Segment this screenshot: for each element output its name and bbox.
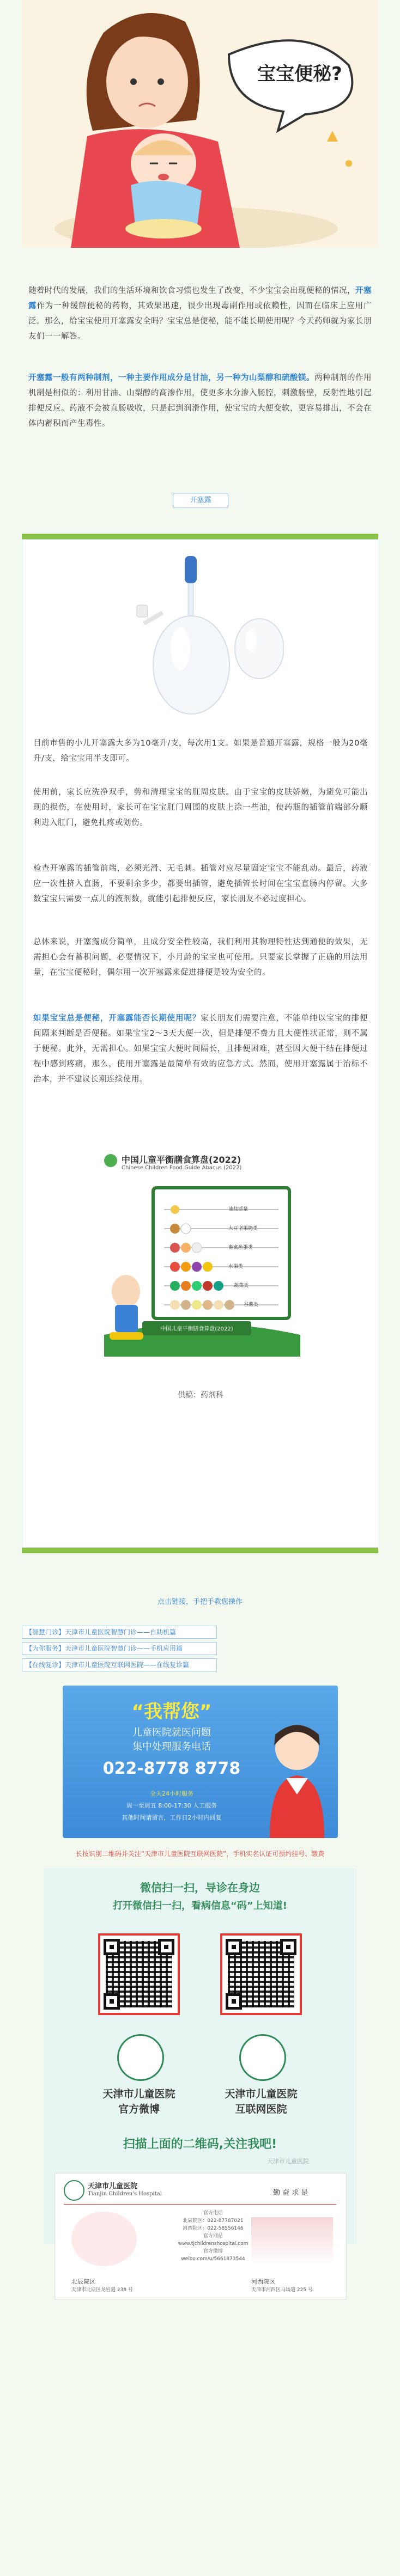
qr-code-weibo[interactable] (98, 1933, 180, 2015)
section-label: 开塞露 (173, 493, 228, 508)
help-sub1: 儿童医院就医问题 (132, 1727, 211, 1738)
links-header: 点击链接，手把手教您操作 (157, 1598, 243, 1606)
card-info-line[interactable]: weibo.com/u/5661873544 (181, 2256, 245, 2262)
card-info-line[interactable]: www.tjchildrenshospital.com (178, 2241, 249, 2247)
usage-paragraph-4: 总体来说，开塞露成分简单，且成分安全性较高，我们利用其物理特性达到通便的效果，无需担心会有蓄积问题，必要情况下，小月龄的宝宝也可使用。只要家长掌握了正确的用法用量，在宝宝便秘时，偶尔用一次开塞露来促进排便是较为安全的。 (33, 938, 368, 977)
content-frame (22, 539, 379, 1548)
card-slogan: 勤 奋 求 是 (273, 2189, 308, 2197)
usage-paragraph-1: 目前市售的小儿开塞露大多为10毫升/支，每次用1支。如果是普通开塞露，规格一般为20毫升/支，给宝宝用半支即可。 (33, 739, 368, 763)
qr-finder (280, 1939, 296, 1955)
abacus-subtitle: Chinese Children Food Guide Abacus (2022) (122, 1165, 242, 1171)
right-account-name: 天津市儿童医院 (225, 2088, 298, 2100)
usage-paragraph-2: 使用前，家长应洗净双手，剪和清理宝宝的肛周皮肤。由于宝宝的皮肤娇嫩，为避免可能出现的损伤，在使用时，家长可在宝宝肛门周围的皮肤上涂一些油，使药瓶的插管前端部分顺利进入肛门，避免扎疼或划伤。 (33, 788, 368, 827)
qr-code-internet-hospital[interactable] (220, 1933, 302, 2015)
usage-paragraph-5 (33, 1011, 368, 1087)
card-addr-left-sub: 天津市北辰区龙岩道 238 号 (71, 2287, 133, 2293)
abacus-badge: 中国儿童平衡膳食算盘(2022) (160, 1326, 233, 1332)
card-info (164, 2209, 262, 2263)
right-account-sub: 互联网医院 (235, 2103, 287, 2115)
credit-line: 供稿：药剂科 (178, 1391, 223, 1400)
service-agent-illustration (259, 1718, 335, 1838)
help-title: “我帮您” (131, 1701, 212, 1723)
abacus-level-4: 水果类 (228, 1264, 244, 1269)
card-divider (64, 2204, 336, 2205)
food-abacus (93, 1150, 311, 1368)
help-hours-1: 全天24小时服务 (150, 1790, 193, 1797)
card-info-line: 官方微博 (203, 2249, 223, 2254)
card-addr-right-sub: 天津市河西区马场道 225 号 (251, 2287, 313, 2293)
usage-highlight: 如果宝宝总是便秘，开塞露能否长期使用呢？ (33, 1014, 201, 1023)
abacus-level-2: 大豆坚果奶类 (228, 1226, 258, 1231)
help-phone: 022-8778 8778 (102, 1759, 241, 1778)
product-image (120, 551, 284, 719)
card-logo-icon (64, 2180, 84, 2201)
intro-text: 两种制剂的作用机制是相似的：利用甘油、山梨醇的高渗作用，使更多水分渗入肠腔，刺激肠壁，反射性地引起排便反应。药液不会被直肠吸收，只是起到润滑作用，使宝宝的大便变软，更容易排出，不会在体内蓄积而产生毒性。 (28, 374, 372, 428)
usage-paragraph-3: 检查开塞露的插管前端，必须光滑、无毛刺。插管对应尽量固定宝宝不能乱动。最后，药液应一次性挤入直肠，不要剩余多少，都要出插管，避免插管长时间在宝宝直肠内停留。大多数宝宝只需要一点儿的液剂数，就能引起排便反应，家长朋友不必过度担心。 (33, 864, 368, 904)
intro-paragraph-2 (28, 370, 372, 431)
link-mobile-service[interactable]: 【为你服务】天津市儿童医院智慧门诊——手机应用篇 (22, 1642, 217, 1655)
scan-banner: 扫描上面的二维码,关注我吧! (123, 2138, 277, 2151)
card-content (54, 2173, 347, 2299)
card-info-line: 官方电话 (203, 2211, 223, 2216)
usage-text: 家长朋友们需要注意，不能单纯以宝宝的排便间隔来判断是否便秘。如果宝宝2～3天大便一次，但是排便不费力且大便性状正常，则不属于便秘。此外，无需担心。如果宝宝大便时间隔长，且排便困难，甚至因大便干结在排便过程中感到疼痛，那么，使用开塞露是最简单有效的应急方式。然而，使用开塞露属于治标不治本，并不建议长期连续使用。 (33, 1014, 368, 1084)
hero-illustration (22, 0, 378, 248)
left-account-sub: 官方微博 (118, 2103, 160, 2115)
help-sub2: 集中处理服务电话 (132, 1741, 211, 1753)
card-info-line: 北辰院区：022-87787021 (183, 2218, 244, 2224)
card-name-en: Tianjin Children's Hospital (88, 2191, 162, 2197)
card-info-line: 官方网站 (203, 2233, 223, 2239)
abacus-level-3: 畜禽鱼蛋类 (228, 1245, 253, 1250)
qr-finder (226, 1939, 242, 1955)
intro-text: 作为一种缓解便秘的药物，其效果迅速，很少出现毒副作用或依赖性，因而在临床上应用广泛。那么，给宝宝使用开塞露安全吗？宝宝总是便秘，能不能长期使用呢？今天药师就为家长朋友们一一解答。 (28, 302, 372, 341)
card-illustration (71, 2212, 137, 2266)
hospital-logo-icon (117, 2034, 164, 2081)
intro-text: 随着时代的发展，我们的生活环境和饮食习惯也发生了改变，不少宝宝会出现便秘的情况， (28, 286, 355, 295)
qr-finder (104, 1993, 120, 2010)
abacus-level-1: 油盐适量 (228, 1207, 249, 1212)
qr-finder (226, 1993, 242, 2010)
intro-highlight: 开塞露一般有两种制剂，一种主要作用成分是甘油，另一种为山梨醇和硫酸镁。 (28, 374, 314, 382)
card-addr-right: 河西院区 (251, 2278, 275, 2285)
intro-paragraph (28, 283, 372, 344)
link-online-revisit[interactable]: 【在线复诊】天津市儿童医院互联网医院——在线复诊篇 (22, 1658, 217, 1671)
qr-finder (158, 1939, 174, 1955)
scan-line-2: 打开微信扫一扫，看病信息“码”上知道! (113, 1900, 287, 1912)
card-info-line: 河西院区：022-58556146 (183, 2226, 244, 2231)
left-account-name: 天津市儿童医院 (102, 2088, 175, 2100)
card-addr-left: 北辰院区 (71, 2278, 95, 2285)
card-name-cn: 天津市儿童医院 (88, 2182, 138, 2190)
card-building-illustration (251, 2217, 333, 2266)
scan-line-1: 微信扫一扫，导诊在身边 (140, 1881, 260, 1894)
hospital-logo-icon (239, 2034, 286, 2081)
abacus-level-5: 蔬菜类 (234, 1283, 249, 1289)
link-smart-clinic[interactable]: 【智慧门诊】天津市儿童医院智慧门诊——自助机篇 (22, 1626, 217, 1639)
frame-bottom-bar (22, 1548, 378, 1553)
intro-highlight: 开塞露 (28, 286, 372, 310)
abacus-title: 中国儿童平衡膳食算盘(2022) (122, 1155, 241, 1165)
abacus-logo-icon (104, 1154, 117, 1167)
help-note: 其他时间请留言，工作日2小时内回复 (122, 1814, 222, 1821)
qr-finder (104, 1939, 120, 1955)
help-hours-2: 周一至周五 8:00-17:30 人工服务 (126, 1802, 217, 1809)
frame-top-bar (22, 534, 378, 539)
red-instruction-line: 长按识别二维码并关注“天津市儿童医院互联网医院”，手机实名认证可预约挂号、缴费 (75, 1850, 325, 1858)
hero-bubble-text: 宝宝便秘? (257, 63, 342, 85)
abacus-level-6: 谷薯类 (244, 1302, 259, 1308)
watermark: 天津市儿童医院 (267, 2158, 309, 2165)
help-banner (63, 1686, 338, 1838)
